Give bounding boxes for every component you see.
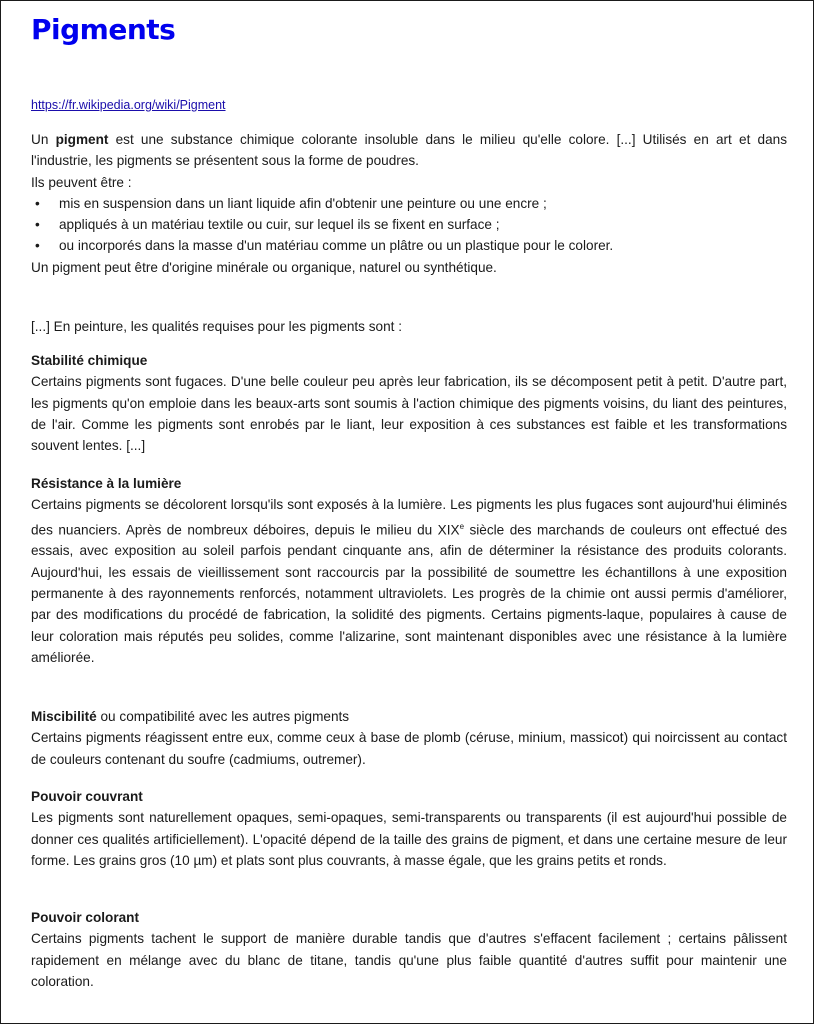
list-intro: Ils peuvent être : — [31, 174, 132, 190]
qualities-lead: [...] En peinture, les qualités requises pour les pigments sont : — [31, 319, 403, 334]
section-stabilite-chimique — [31, 350, 787, 456]
intro-closing: Un pigment peut être d'origine minérale ou organique, naturel ou synthétique. — [31, 259, 497, 275]
body-text: Certains pigments se décolorent lorsqu'ils sont exposés à la lumière. Les pigments les plus fugaces sont aujourd'hui éliminés des nuanciers. Après de nombreux déboires, depuis le milieu du XIX — [31, 497, 787, 538]
section-body: Certains pigments réagissent entre eux, comme ceux à base de plomb (céruse, minium, massicot) qui noircissent au contact de couleurs contenant du soufre (cadmiums, outremer). — [31, 730, 787, 767]
intro-paragraph — [31, 129, 787, 172]
section-heading-suffix: ou compatibilité avec les autres pigments — [96, 709, 350, 724]
section-heading: Résistance à la lumière — [31, 476, 182, 491]
section-heading: Stabilité chimique — [31, 353, 148, 368]
intro-term: pigment — [55, 132, 109, 147]
intro-text: est une substance chimique colorante insoluble dans le milieu qu'elle colore. [...] Utilisés en art et dans l'industrie, les pigments se présentent sous la forme de poudres. — [31, 132, 787, 169]
uses-list — [31, 193, 787, 257]
section-pouvoir-couvrant — [31, 786, 787, 871]
section-heading: Pouvoir colorant — [31, 910, 140, 925]
list-item: • appliqués à un matériau textile ou cuir, sur lequel ils se fixent en surface ; — [31, 214, 787, 235]
page-title: Pigments — [31, 13, 176, 46]
source-link[interactable]: https://fr.wikipedia.org/wiki/Pigment — [31, 98, 226, 112]
list-item: • ou incorporés dans la masse d'un matériau comme un plâtre ou un plastique pour le colorer. — [31, 235, 787, 256]
section-body — [31, 494, 787, 668]
section-body: Certains pigments tachent le support de manière durable tandis que d'autres s'effacent facilement ; certains pâlissent rapidement en mélange avec du blanc de titane, tandis qu'une plus faible quantité d'autres suffit pour maintenir une coloration. — [31, 931, 787, 989]
superscript: e — [459, 521, 465, 531]
section-body: Les pigments sont naturellement opaques, semi-opaques, semi-transparents ou transparents (il est aujourd'hui possible de donner ces qualités artificiellement). L'opacité dépend de la taille des grains de pigment, et dans une certaine mesure de leur forme. Les grains gros (10 µm) et plats sont plus couvrants, à masse égale, que les grains petits et ronds. — [31, 810, 787, 868]
body-text: siècle des marchands de couleurs ont effectué des essais, avec exposition au soleil parfois pendant cinquante ans, afin de déterminer la résistance des produits colorants. Aujourd'hui, les essais de vieillissement sont raccourcis par la possibilité de soumettre les échantillons à une exposition permanente à des rayonnements renforcés, notamment ultraviolets. Les progrès de la chimie ont aussi permis d'améliorer, par des modifications du procédé de fabrication, la solidité des pigments. Certains pigments-laque, populaires à cause de leur coloration mais réputés peu solides, comme l'alizarine, sont maintenant disponibles avec une résistance à la lumière améliorée. — [31, 522, 787, 665]
section-resistance-lumiere — [31, 473, 787, 668]
section-heading: Pouvoir couvrant — [31, 789, 143, 804]
section-miscibilite — [31, 706, 787, 770]
section-heading: Miscibilité — [31, 709, 97, 724]
section-pouvoir-colorant — [31, 907, 787, 992]
list-item: • mis en suspension dans un liant liquide afin d'obtenir une peinture ou une encre ; — [31, 193, 787, 214]
intro-section — [31, 129, 787, 278]
intro-prefix: Un — [31, 132, 56, 147]
section-body: Certains pigments sont fugaces. D'une belle couleur peu après leur fabrication, ils se décomposent petit à petit. D'autre part, les pigments qu'on emploie dans les beaux-arts sont soumis à l'action chimique des pigments voisins, du liant des peintures, de l'air. Comme les pigments sont enrobés par le liant, leur exposition à ces substances est faible et les transformations souvent lentes. [...] — [31, 374, 787, 454]
